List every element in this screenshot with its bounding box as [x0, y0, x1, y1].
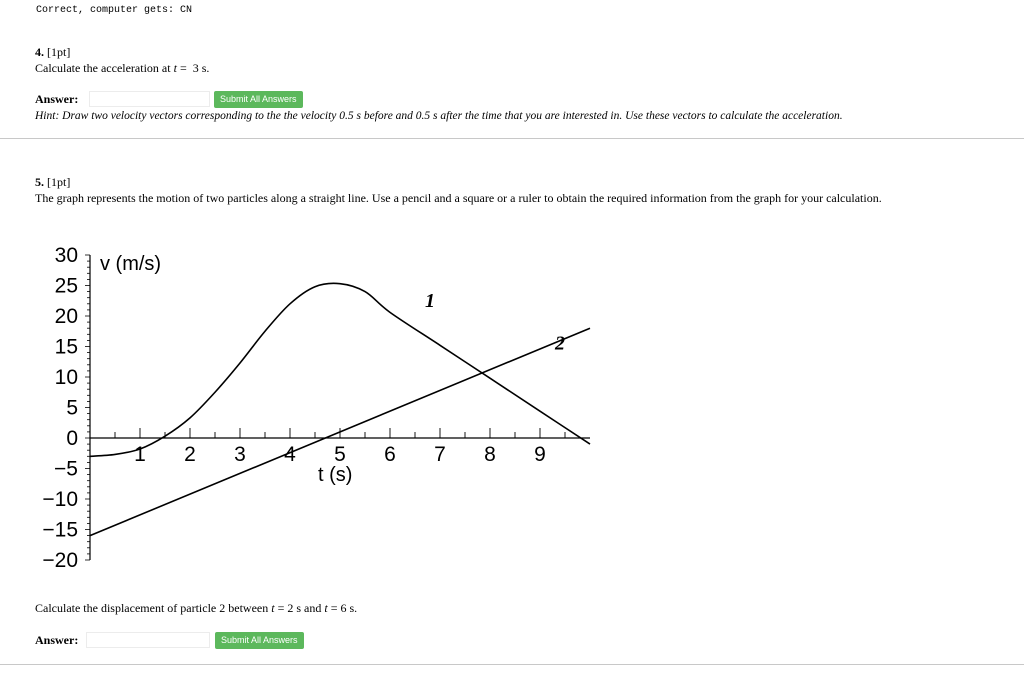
y-axis-label: v (m/s) — [100, 253, 162, 275]
curve-label-1: 1 — [425, 289, 435, 312]
q5-var-t2: t — [324, 601, 328, 615]
curve-label-2: 2 — [555, 332, 565, 355]
y-tick-label: 10 — [54, 366, 78, 389]
x-tick-label: 7 — [434, 443, 446, 466]
y-axis-ticks — [85, 255, 90, 560]
divider — [0, 138, 1024, 139]
q5-number: 5. — [35, 175, 44, 189]
x-tick-label: 4 — [284, 443, 296, 466]
q4-prompt — [35, 61, 209, 76]
x-tick-label: 5 — [334, 443, 346, 466]
q5-header — [35, 175, 70, 190]
q4-var-t: t — [173, 61, 177, 75]
q5-submit-button[interactable]: Submit All Answers — [215, 632, 304, 649]
q5-mid2: = 6 s. — [330, 601, 358, 615]
y-tick-label: 5 — [66, 396, 78, 420]
q4-submit-button[interactable]: Submit All Answers — [214, 91, 303, 108]
q4-answer-input[interactable] — [89, 91, 210, 107]
q5-answer-input[interactable] — [86, 632, 210, 648]
q5-answer-label: Answer: — [35, 633, 79, 647]
q5-description: The graph represents the motion of two particles along a straight line. Use a pencil and a square or a ruler to obtain the required information from the graph for your calculation. — [35, 191, 882, 205]
y-tick-label: 20 — [54, 305, 78, 328]
q4-hint: Hint: Draw two velocity vectors corresponding to the the velocity 0.5 s before and 0.5 s after the time that you are interested in. Use these vectors to calculate the acceleration. — [35, 110, 843, 122]
q4-prompt-text: Calculate the acceleration at — [35, 61, 171, 75]
divider-bottom — [0, 664, 1024, 665]
x-tick-labels — [134, 443, 546, 466]
y-tick-label: −15 — [42, 518, 78, 542]
y-tick-label: 15 — [54, 335, 78, 359]
q5-points: [1pt] — [47, 175, 71, 189]
x-axis-label: t (s) — [318, 464, 353, 486]
y-tick-labels — [42, 244, 78, 572]
x-tick-label: 9 — [534, 443, 546, 466]
y-tick-label: −20 — [42, 549, 78, 572]
x-tick-label: 6 — [384, 443, 396, 466]
y-tick-label: −5 — [54, 457, 78, 481]
y-tick-label: 25 — [54, 274, 78, 298]
q5-question-text: Calculate the displacement of particle 2 between — [35, 601, 269, 615]
x-tick-label: 1 — [134, 443, 146, 466]
x-tick-label: 2 — [184, 443, 196, 466]
q5-var-t1: t — [271, 601, 275, 615]
x-tick-label: 8 — [484, 443, 496, 466]
q4-answer-label: Answer: — [35, 92, 79, 106]
series-line-2 — [90, 328, 590, 535]
q4-number: 4. — [35, 45, 44, 59]
y-tick-label: 30 — [54, 244, 78, 267]
x-axis-ticks — [115, 428, 565, 438]
q4-header — [35, 45, 70, 60]
q5-question — [35, 601, 357, 616]
status-message: Correct, computer gets: CN — [36, 5, 193, 16]
y-tick-label: −10 — [42, 488, 78, 511]
q4-points: [1pt] — [47, 45, 71, 59]
velocity-time-graph — [0, 225, 620, 580]
q5-mid1: = 2 s and — [277, 601, 322, 615]
q4-value: 3 s. — [192, 61, 210, 75]
series-lines — [90, 283, 590, 535]
curve-labels — [425, 290, 565, 355]
q4-equals: = — [179, 61, 187, 75]
x-tick-label: 3 — [234, 443, 246, 466]
y-tick-label: 0 — [66, 427, 78, 450]
